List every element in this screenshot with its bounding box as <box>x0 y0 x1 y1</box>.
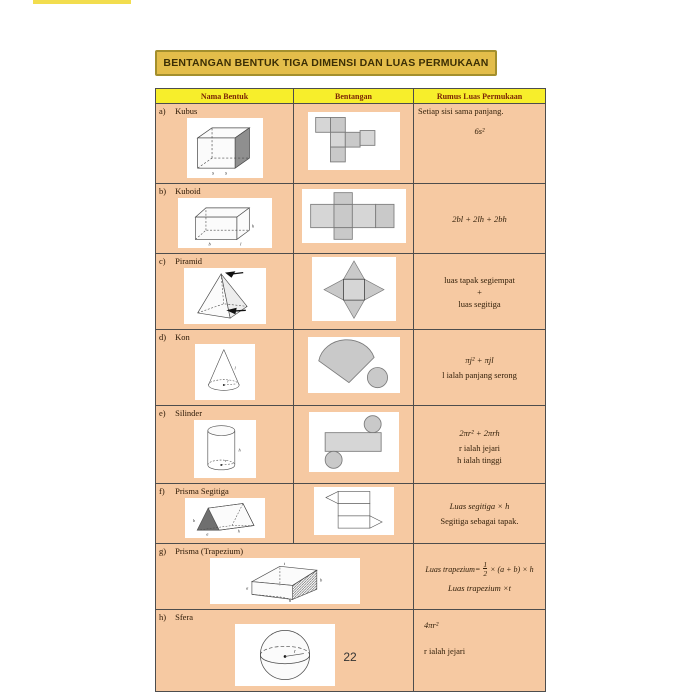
prism-h-label: h <box>237 528 240 534</box>
table-row-prisma-trapezium <box>156 544 546 610</box>
formula-note: l ialah panjang serong <box>442 370 517 380</box>
cone-net-icon <box>308 337 400 393</box>
cuboid-net-icon <box>302 189 406 243</box>
triangular-prism-net-icon <box>314 487 394 535</box>
kon-net-cell <box>294 330 414 406</box>
kubus-net-cell <box>294 104 414 184</box>
header-nama-bentuk: Nama Bentuk <box>156 89 294 104</box>
cylinder-net-icon <box>309 412 399 472</box>
kuboid-formula-cell <box>414 184 546 254</box>
piramid-net-cell <box>294 254 414 330</box>
prism-b-label: b <box>192 518 195 524</box>
table-row-kubus <box>156 104 546 184</box>
table-row-piramid <box>156 254 546 330</box>
trap-h-label: h <box>288 598 291 602</box>
formula: 6s² <box>474 126 485 136</box>
formula-prefix: Luas trapezium= <box>425 564 481 574</box>
formula-plus: + <box>477 286 482 297</box>
piramid-formula-cell <box>414 254 546 330</box>
pyramid-net-icon <box>312 257 396 321</box>
formula-note: h ialah tinggi <box>457 454 502 465</box>
cylinder-3d-icon <box>194 420 256 478</box>
formula: luas tapak segiempat <box>444 274 515 285</box>
formula: 4πr² <box>424 620 439 630</box>
triangular-prism-3d-icon <box>185 498 265 538</box>
formula-note: r ialah jejari <box>424 646 466 656</box>
fraction <box>483 561 487 578</box>
row-prefix: c) <box>159 256 166 266</box>
kuboid-net-cell <box>294 184 414 254</box>
row-prefix: e) <box>159 408 166 418</box>
shapes-table <box>155 88 546 692</box>
table-row-kon <box>156 330 546 406</box>
trapezium-formula-line <box>416 561 543 578</box>
cube-3d-icon <box>187 118 263 178</box>
kon-formula-cell <box>414 330 546 406</box>
trap-a-label: a <box>245 585 248 591</box>
row-prefix: h) <box>159 612 167 622</box>
shape-name: Prisma (Trapezium) <box>175 546 244 556</box>
cube-edge-label: s <box>211 171 214 176</box>
row-prefix: d) <box>159 332 167 342</box>
cuboid-b-label: b <box>208 241 211 246</box>
formula: Luas trapezium ×t <box>448 582 511 593</box>
shape-name: Prisma Segitiga <box>175 486 229 496</box>
row-prefix: a) <box>159 106 166 116</box>
row-prefix: f) <box>159 486 165 496</box>
prisma-trapezium-cell <box>156 544 414 610</box>
cone-slant-label: l <box>233 365 236 371</box>
kubus-formula-cell <box>414 104 546 184</box>
table-row-silinder <box>156 406 546 484</box>
formula-note: Setiap sisi sama panjang. <box>418 106 504 116</box>
cone-3d-icon <box>195 344 255 400</box>
fraction-denominator: 2 <box>483 569 488 578</box>
prisma-segitiga-net-cell <box>294 484 414 544</box>
silinder-formula-cell <box>414 406 546 484</box>
kon-name-cell <box>156 330 294 406</box>
prism-a-label: a <box>205 531 208 536</box>
prisma-segitiga-formula-cell <box>414 484 546 544</box>
row-prefix: g) <box>159 546 167 556</box>
formula: 2bl + 2lh + 2bh <box>452 213 507 224</box>
cylinder-r-label: r <box>224 457 227 463</box>
row-prefix: b) <box>159 186 167 196</box>
shape-name: Kuboid <box>175 186 201 196</box>
cube-net-icon <box>308 112 400 170</box>
row-label <box>156 104 293 116</box>
cuboid-3d-icon <box>178 198 272 248</box>
page-number: 22 <box>343 650 357 664</box>
shape-name: Silinder <box>175 408 203 418</box>
piramid-name-cell <box>156 254 294 330</box>
kubus-name-cell <box>156 104 294 184</box>
silinder-net-cell <box>294 406 414 484</box>
shape-name: Kubus <box>175 106 198 116</box>
fraction-numerator: 1 <box>483 559 488 569</box>
shape-name: Piramid <box>175 256 203 266</box>
cube-edge-label: s <box>224 171 227 176</box>
prisma-segitiga-name-cell <box>156 484 294 544</box>
cuboid-h-label: h <box>251 223 254 229</box>
trap-b-label: b <box>319 577 322 583</box>
cuboid-l-label: l <box>239 241 241 246</box>
cylinder-h-label: h <box>238 447 241 453</box>
shape-name: Kon <box>175 332 190 342</box>
formula-suffix: × (a + b) × h <box>490 564 534 574</box>
shape-name: Sfera <box>175 612 194 622</box>
table-header-row <box>156 89 546 104</box>
silinder-name-cell <box>156 406 294 484</box>
formula-note: r ialah jejari <box>458 442 501 453</box>
kuboid-name-cell <box>156 184 294 254</box>
sphere-r-label: r <box>293 648 296 655</box>
pyramid-3d-icon <box>184 268 266 324</box>
trapezium-prism-3d-icon <box>210 558 360 604</box>
prisma-trapezium-formula-cell <box>414 544 546 610</box>
formula: 2πr² + 2πrh <box>459 427 500 438</box>
title-banner <box>155 50 497 76</box>
formula: πj² + πjl <box>465 355 494 365</box>
table-row-kuboid <box>156 184 546 254</box>
header-rumus: Rumus Luas Permukaan <box>414 89 546 104</box>
table-row-prisma-segitiga <box>156 484 546 544</box>
formula-note: Segitiga sebagai tapak. <box>440 516 519 526</box>
scan-artifact-strip <box>33 0 131 4</box>
header-bentangan: Bentangan <box>294 89 414 104</box>
page-title: BENTANGAN BENTUK TIGA DIMENSI DAN LUAS PERMUKAAN <box>163 57 489 69</box>
formula: luas segitiga <box>458 298 501 309</box>
cone-radius-label: r <box>226 378 229 384</box>
formula: Luas segitiga × h <box>449 501 510 511</box>
trap-t-label: t <box>283 561 285 567</box>
